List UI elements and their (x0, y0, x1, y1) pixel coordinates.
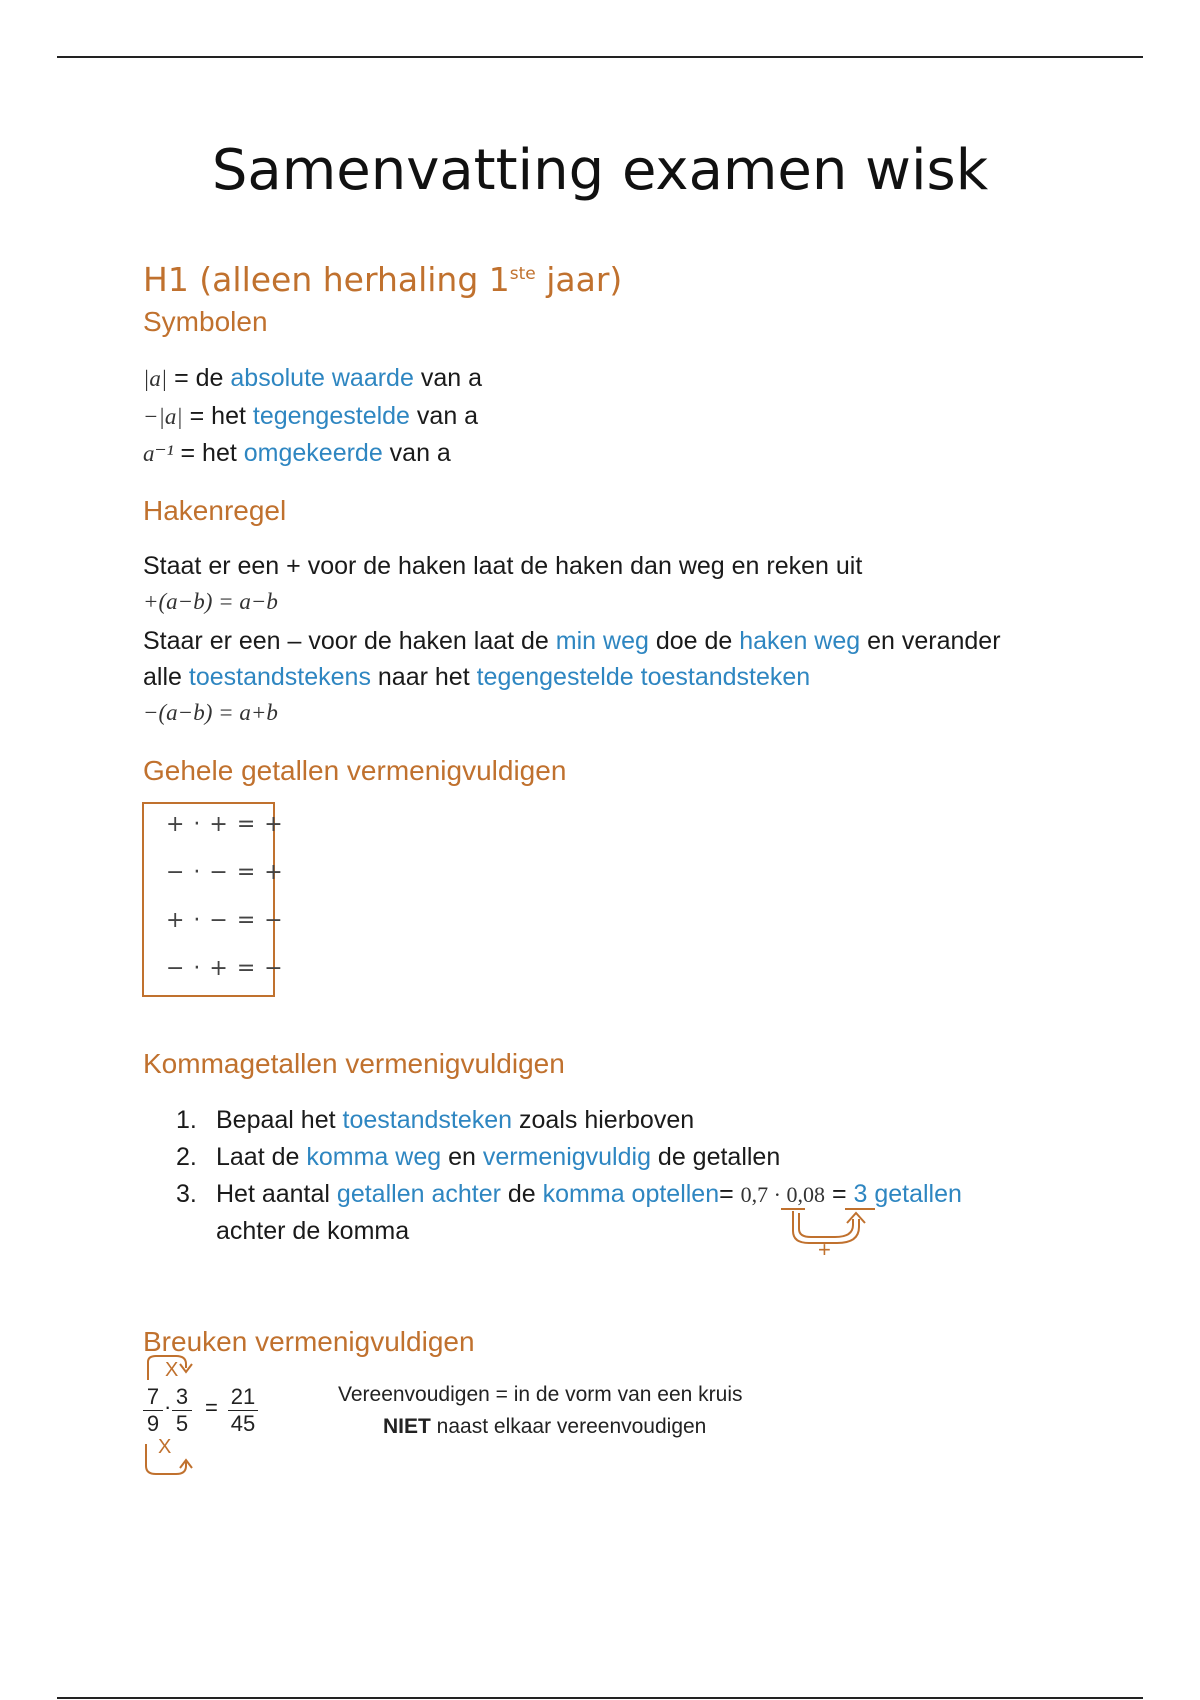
sign-rules-box (142, 802, 284, 997)
fraction-numerator: 7 (143, 1384, 163, 1411)
step-number: 1. (176, 1106, 197, 1134)
text-part: naar het (370, 663, 477, 691)
symbol-math: a⁻¹ (143, 441, 174, 466)
komma-steps-list (176, 1102, 1076, 1250)
hakenregel-minus-text-2 (143, 663, 810, 692)
highlight-part: toestandstekens (188, 663, 371, 691)
text-part: de getallen (650, 1143, 781, 1171)
text-part: Staar er een – voor de haken laat de (143, 627, 556, 655)
hakenregel-minus-text (143, 627, 1001, 656)
symbol-highlight: absolute waarde (230, 364, 414, 392)
section-heading-symbolen: Symbolen (143, 306, 268, 337)
cross-bottom-label: X (158, 1436, 172, 1458)
symbol-row-reciprocal (143, 439, 451, 468)
highlight-part: haken weg (739, 627, 861, 655)
hakenregel-plus-formula: +(a−b) = a−b (143, 589, 278, 614)
symbol-text: = het (182, 402, 253, 430)
text-part: achter de komma (216, 1217, 410, 1245)
equals-sign: = (205, 1395, 218, 1420)
text-part: en verander (860, 627, 1001, 655)
highlight-part: tegengestelde toestandsteken (476, 663, 811, 691)
page-title: Samenvatting examen wisk (211, 138, 989, 203)
step-number: 3. (176, 1180, 197, 1208)
symbol-math: |a| (143, 366, 168, 391)
komma-step (176, 1139, 1076, 1176)
chapter-heading (143, 260, 622, 299)
highlight-part: komma weg (306, 1143, 442, 1171)
highlight-part: vermenigvuldig (482, 1143, 651, 1171)
sign-rule: − · − = + (166, 860, 284, 885)
highlight-part: toestandsteken (342, 1106, 513, 1134)
text-part: Bepaal het (216, 1106, 343, 1134)
text-part: en (441, 1143, 483, 1171)
note-bold: NIET (383, 1415, 431, 1438)
section-heading-gehele: Gehele getallen vermenigvuldigen (143, 755, 567, 786)
breuken-note-2 (383, 1415, 706, 1439)
multiply-dot: · (164, 1394, 172, 1419)
symbol-row-opposite (143, 402, 478, 431)
highlight-part: getallen achter (336, 1180, 501, 1208)
symbol-math: −|a| (143, 404, 183, 429)
fraction-denominator: 45 (230, 1411, 256, 1436)
symbol-row-absolute (143, 364, 482, 393)
breuken-note-1: Vereenvoudigen = in de vorm van een kruis (338, 1383, 743, 1406)
symbol-after: van a (382, 439, 451, 467)
text-part: Het aantal (216, 1180, 337, 1208)
fraction-second (172, 1384, 192, 1437)
section-heading-breuken: Breuken vermenigvuldigen (143, 1326, 475, 1357)
sign-rule: − · + = − (166, 956, 284, 981)
symbol-after: van a (409, 402, 479, 430)
cross-top-label: X (165, 1359, 179, 1381)
fraction-first (143, 1384, 163, 1437)
section-heading-komma: Kommagetallen vermenigvuldigen (143, 1048, 565, 1079)
chapter-heading-suffix: jaar) (535, 260, 623, 299)
fraction-denominator: 9 (146, 1411, 160, 1436)
highlight-part: min weg (555, 627, 649, 655)
sign-rule: + · − = − (166, 908, 284, 933)
text-part: = (825, 1180, 854, 1208)
symbol-text: = de (167, 364, 231, 392)
top-rule (57, 56, 1143, 58)
chapter-heading-sup: ste (509, 264, 536, 284)
note-rest: naast elkaar vereenvoudigen (430, 1415, 707, 1438)
step-number: 2. (176, 1143, 197, 1171)
komma-example-math: 0,7 · 0,08 (740, 1182, 825, 1207)
text-part: de (500, 1180, 543, 1208)
section-heading-hakenregel: Hakenregel (143, 495, 287, 526)
highlight-part: komma optellen (542, 1180, 720, 1208)
fraction-numerator: 3 (172, 1384, 192, 1411)
hakenregel-plus-text: Staat er een + voor de haken laat de haken dan weg en reken uit (143, 552, 863, 580)
text-part: alle (143, 663, 189, 691)
text-part: Laat de (216, 1143, 307, 1171)
komma-step (176, 1102, 1076, 1139)
symbol-after: van a (413, 364, 482, 392)
text-part: = (719, 1180, 741, 1208)
cross-bottom-arrow-icon (140, 1442, 196, 1478)
fraction-numerator: 21 (228, 1384, 258, 1411)
komma-plus-mark: + (818, 1237, 831, 1262)
text-part: doe de (648, 627, 740, 655)
fraction-denominator: 5 (175, 1411, 189, 1436)
symbol-highlight: omgekeerde (243, 439, 383, 467)
text-part: zoals hierboven (512, 1106, 695, 1134)
chapter-heading-prefix: H1 (alleen herhaling 1 (143, 260, 510, 299)
symbol-highlight: tegengestelde (252, 402, 410, 430)
fraction-result (228, 1384, 258, 1437)
sign-rule: + · + = + (166, 812, 284, 837)
komma-step (176, 1176, 1076, 1250)
bottom-rule (57, 1697, 1143, 1699)
highlight-part: 3 getallen (853, 1180, 962, 1208)
symbol-text: = het (173, 439, 244, 467)
hakenregel-minus-formula: −(a−b) = a+b (143, 700, 278, 725)
